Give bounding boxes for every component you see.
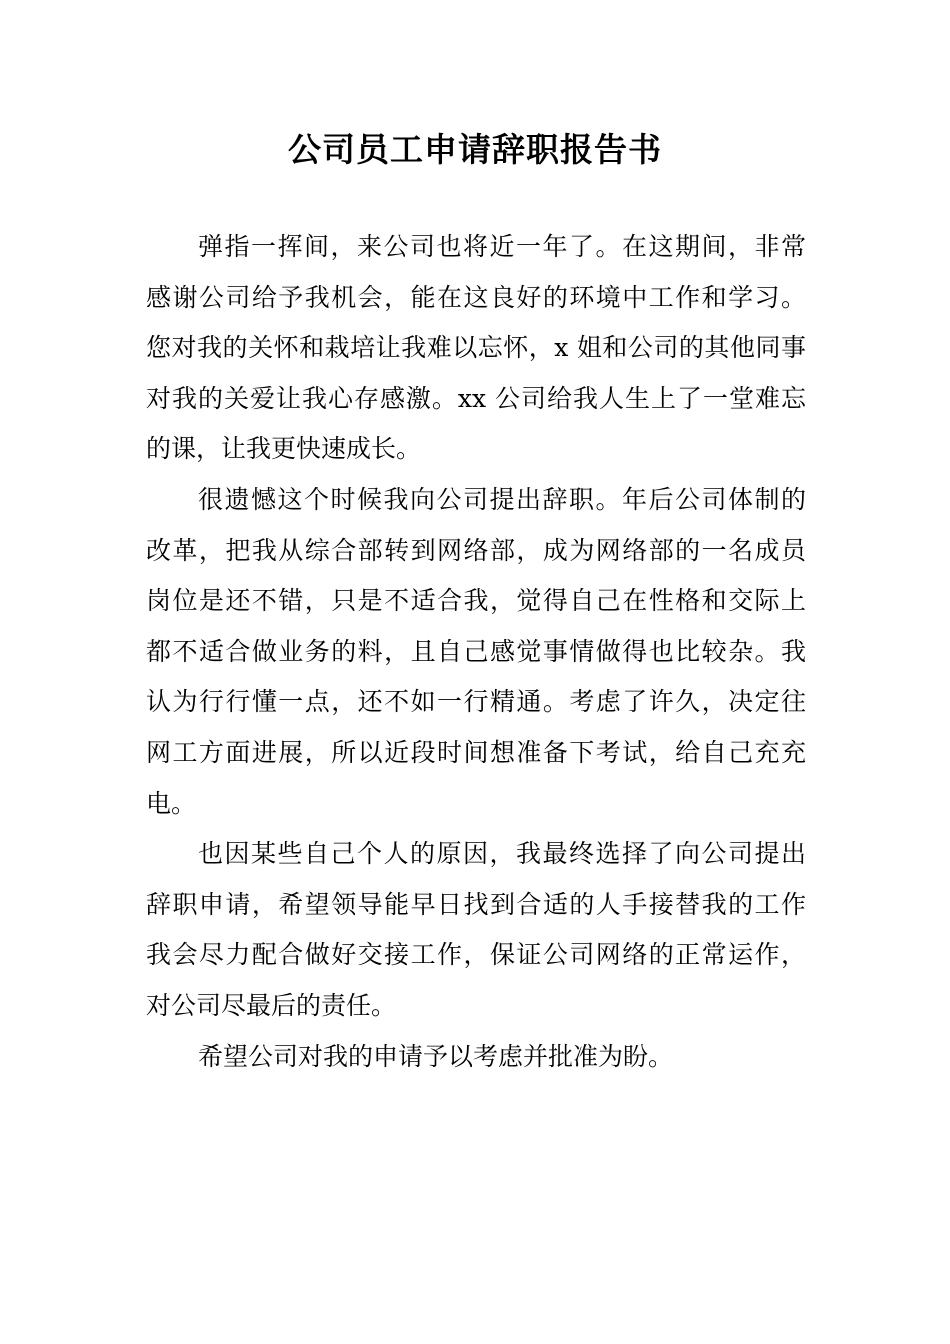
paragraph-line: 您对我的关怀和栽培让我难以忘怀，x 姐和公司的其他同事 (146, 333, 806, 363)
paragraph-line: 岗位是还不错，只是不适合我，觉得自己在性格和交际上 (146, 586, 806, 616)
paragraph-3 (146, 829, 806, 1031)
paragraph-line: 也因某些自己个人的原因，我最终选择了向公司提出 (198, 839, 806, 869)
paragraph-line: 对我的关爱让我心存感激。xx 公司给我人生上了一堂难忘 (146, 383, 806, 413)
paragraph-line: 改革，把我从综合部转到网络部，成为网络部的一名成员 (146, 535, 806, 565)
paragraph-line: 电。 (146, 788, 197, 818)
paragraph-line: 弹指一挥间，来公司也将近一年了。在这期间，非常 (198, 232, 806, 261)
paragraph-line: 都不适合做业务的料，且自己感觉事情做得也比较杂。我 (146, 636, 806, 666)
paragraph-line: 网工方面进展，所以近段时间想准备下考试，给自己充充 (146, 737, 806, 767)
document-body (146, 222, 806, 1082)
paragraph-line: 的课，让我更快速成长。 (146, 434, 422, 464)
paragraph-line: 感谢公司给予我机会，能在这良好的环境中工作和学习。 (146, 282, 806, 312)
paragraph-1 (146, 222, 806, 475)
paragraph-line: 希望公司对我的申请予以考虑并批准为盼。 (198, 1041, 674, 1071)
paragraph-2 (146, 475, 806, 829)
paragraph-line: 很遗憾这个时候我向公司提出辞职。年后公司体制的 (198, 484, 806, 514)
paragraph-line: 我会尽力配合做好交接工作，保证公司网络的正常运作， (146, 940, 806, 970)
document-title: 公司员工申请辞职报告书 (288, 130, 662, 169)
paragraph-line: 辞职申请，希望领导能早日找到合适的人手接替我的工作 (146, 889, 806, 919)
paragraph-line: 对公司尽最后的责任。 (146, 990, 397, 1020)
paragraph-line: 认为行行懂一点，还不如一行精通。考虑了许久，决定往 (146, 687, 806, 717)
paragraph-4 (146, 1032, 806, 1083)
